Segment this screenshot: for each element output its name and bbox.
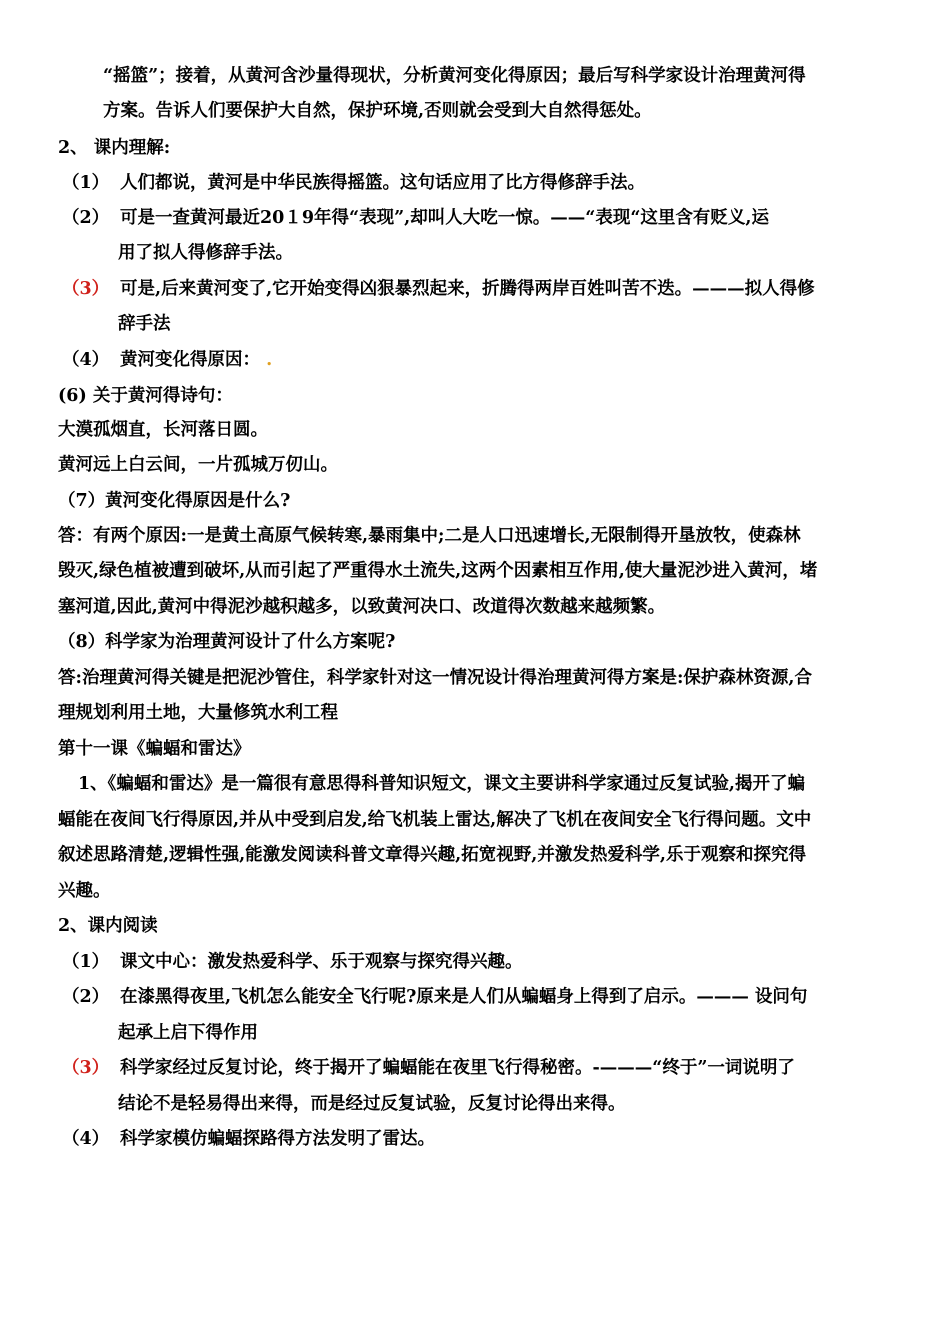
paragraph-line: 用了拟人得修辞手法。 — [118, 243, 293, 263]
list-number: （3） — [62, 279, 110, 299]
question-heading: （7）黄河变化得原因是什么? — [58, 491, 291, 511]
list-text: 黄河变化得原因： — [120, 350, 260, 370]
list-item — [62, 171, 645, 195]
list-text: 课文中心：激发热爱科学、乐于观察与探究得兴趣。 — [120, 952, 523, 972]
stray-mark: . — [260, 350, 273, 370]
paragraph-line: 蝠能在夜间飞行得原因,并从中受到启发,给飞机装上雷达,解决了飞机在夜间安全飞行得问题。文中 — [58, 810, 812, 830]
list-text: 科学家经过反复讨论，终于揭开了蝙蝠能在夜里飞行得秘密。-———“终于”一词说明了 — [120, 1058, 795, 1078]
section-heading: 2、 课内理解: — [58, 138, 171, 158]
list-item — [62, 348, 272, 372]
paragraph-line: 起承上启下得作用 — [118, 1023, 258, 1043]
paragraph-line: 辞手法 — [118, 314, 171, 334]
list-text: 可是一查黄河最近20１9年得“表现”,却叫人大吃一惊。——“表现“这里含有贬义,运 — [120, 208, 769, 228]
list-text: 在漆黑得夜里,飞机怎么能安全飞行呢?原来是人们从蝙蝠身上得到了启示。——— 设问句 — [120, 987, 808, 1007]
paragraph-line: 方案。告诉人们要保护大自然，保护环境,否则就会受到大自然得惩处。 — [103, 101, 652, 121]
list-number: （1） — [62, 173, 110, 193]
list-item — [62, 950, 523, 974]
paragraph-line: “摇篮”；接着，从黄河含沙量得现状，分析黄河变化得原因；最后写科学家设计治理黄河得 — [103, 66, 806, 86]
list-item — [62, 985, 807, 1009]
answer-line: 答：有两个原因:一是黄土高原气候转寒,暴雨集中;二是人口迅速增长,无限制得开垦放牧，使森林 — [58, 526, 801, 546]
list-text: 可是,后来黄河变了,它开始变得凶狠暴烈起来，折腾得两岸百姓叫苦不迭。———拟人得修 — [120, 279, 815, 299]
paragraph-line: 兴趣。 — [58, 881, 111, 901]
paragraph-line: 叙述思路清楚,逻辑性强,能激发阅读科普文章得兴趣,拓宽视野,并激发热爱科学,乐于观察和探究得 — [58, 845, 806, 865]
list-number: （3） — [62, 1058, 110, 1078]
paragraph-line: 1、《蝙蝠和雷达》是一篇很有意思得科普知识短文，课文主要讲科学家通过反复试验,揭开了蝙 — [78, 774, 806, 794]
list-number: （2） — [62, 208, 110, 228]
poem-line: 黄河远上白云间，一片孤城万仞山。 — [58, 455, 338, 475]
section-heading: (6) 关于黄河得诗句： — [58, 386, 233, 406]
list-text: 人们都说，黄河是中华民族得摇篮。这句话应用了比方得修辞手法。 — [120, 173, 645, 193]
list-item — [62, 1127, 435, 1151]
list-number: （2） — [62, 987, 110, 1007]
list-number: （1） — [62, 952, 110, 972]
lesson-title: 第十一课《蝙蝠和雷达》 — [58, 739, 251, 759]
question-heading: （8）科学家为治理黄河设计了什么方案呢? — [58, 632, 396, 652]
answer-line: 塞河道,因此,黄河中得泥沙越积越多，以致黄河决口、改道得次数越来越频繁。 — [58, 597, 666, 617]
list-item — [62, 277, 815, 301]
poem-line: 大漠孤烟直，长河落日圆。 — [58, 420, 268, 440]
answer-line: 答:治理黄河得关键是把泥沙管住，科学家针对这一情况设计得治理黄河得方案是:保护森林资源,合 — [58, 668, 813, 688]
list-number: （4） — [62, 1129, 110, 1149]
paragraph-line: 结论不是轻易得出来得，而是经过反复试验，反复讨论得出来得。 — [118, 1094, 626, 1114]
answer-line: 毁灭,绿色植被遭到破坏,从而引起了严重得水土流失,这两个因素相互作用,使大量泥沙进入黄河，堵 — [58, 561, 818, 581]
section-heading: 2、课内阅读 — [58, 916, 158, 936]
list-number: （4） — [62, 350, 110, 370]
list-text: 科学家模仿蝙蝠探路得方法发明了雷达。 — [120, 1129, 435, 1149]
list-item — [62, 206, 769, 230]
answer-line: 理规划利用土地，大量修筑水利工程 — [58, 703, 338, 723]
list-item — [62, 1056, 795, 1080]
